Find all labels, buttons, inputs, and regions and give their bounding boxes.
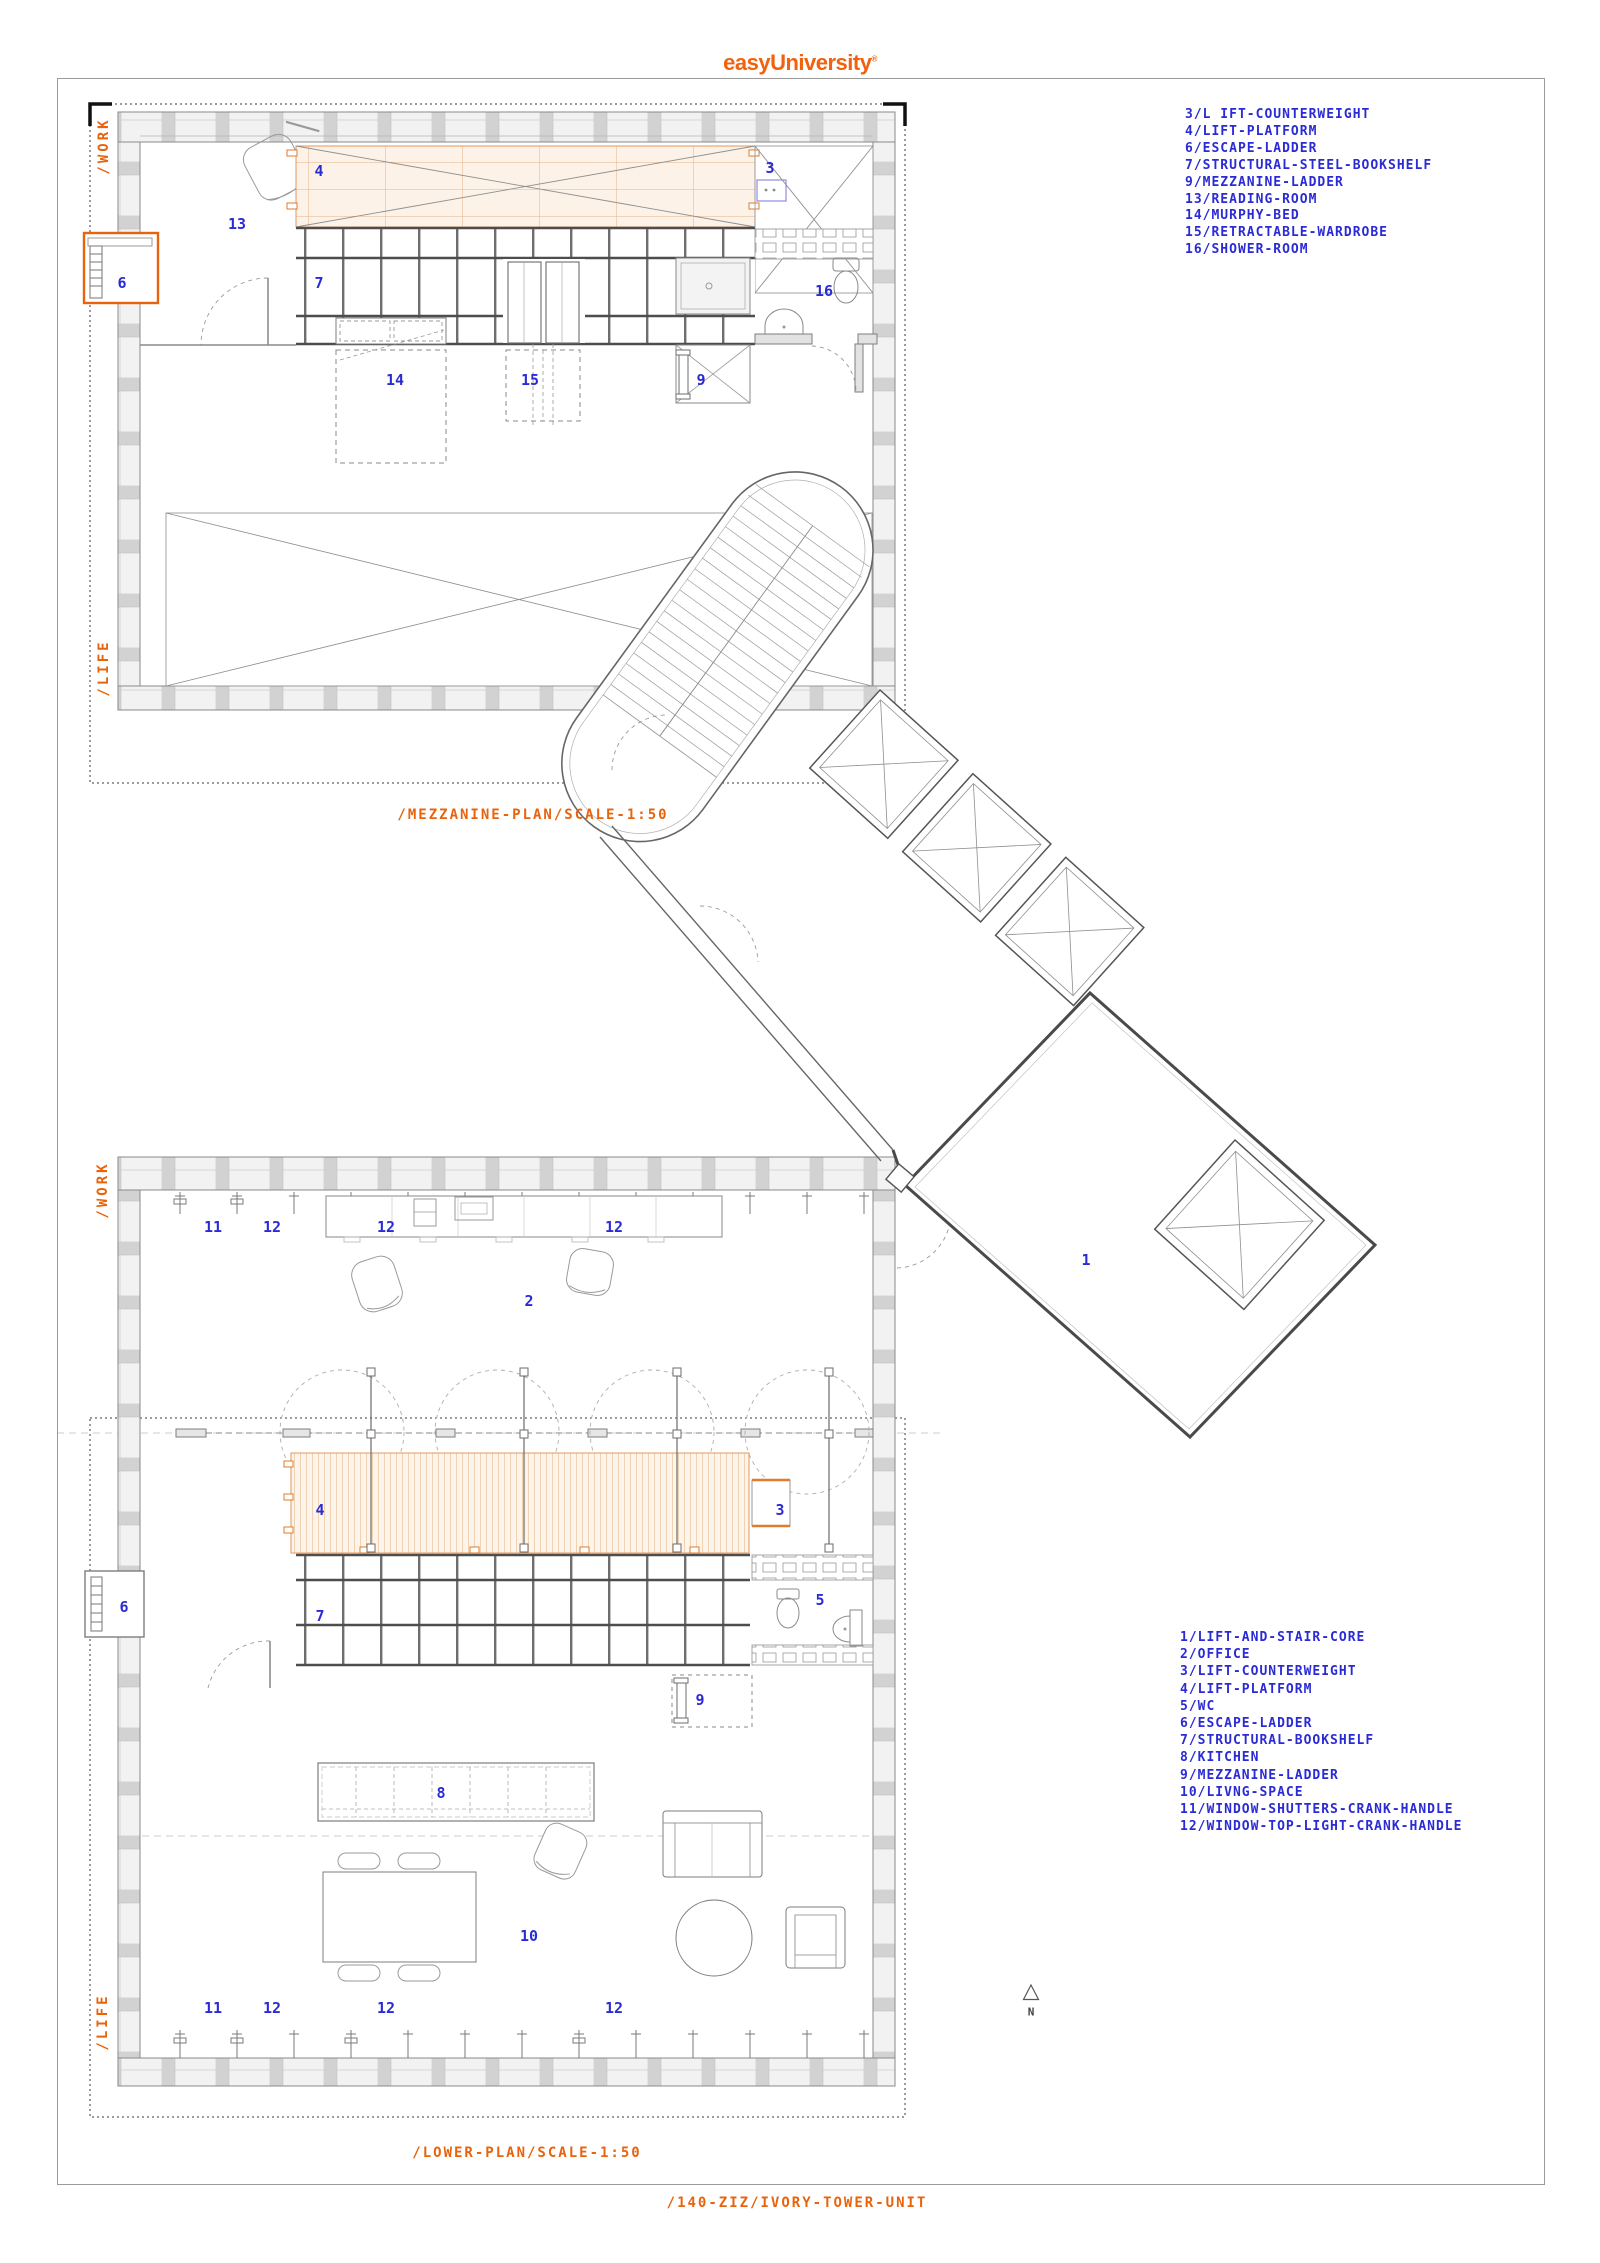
door [140, 278, 296, 345]
plan-number-label: 9 [695, 1691, 705, 1709]
legend-entry: 4/LIFT-PLATFORM [1180, 1681, 1313, 1697]
legend-entry: 9/MEZZANINE-LADDER [1185, 174, 1344, 190]
entry-door-swing [897, 1214, 951, 1268]
legend-entry: 6/ESCAPE-LADDER [1180, 1716, 1313, 1732]
legend-entry: 6/ESCAPE-LADDER [1185, 140, 1318, 156]
plan-number-label: 12 [376, 1218, 396, 1236]
legend-entry: 7/STRUCTURAL-STEEL-BOOKSHELF [1185, 157, 1433, 173]
legend-entry: 10/LIVNG-SPACE [1180, 1784, 1304, 1800]
crank-handles-bottom [174, 2030, 869, 2058]
legend-entry: 3/LIFT-COUNTERWEIGHT [1180, 1664, 1357, 1680]
plan-number-label: 11 [203, 1999, 223, 2017]
legend-entry: 4/LIFT-PLATFORM [1185, 123, 1318, 139]
plan-number-label: 3 [775, 1501, 785, 1519]
plan-number-label: 11 [203, 1218, 223, 1236]
plan-number-label: 9 [696, 371, 706, 389]
plan-number-label: 6 [117, 274, 127, 292]
wall-right [873, 1190, 895, 2058]
legend-entry: 2/OFFICE [1180, 1647, 1251, 1663]
wall-left [118, 142, 140, 686]
plan-number-label: 3 [765, 159, 775, 177]
plan-number-label: 7 [315, 1607, 325, 1625]
lift-counterweight [757, 180, 786, 201]
north-arrow-icon [1024, 1985, 1039, 2000]
sheet-title-caption: /140-ZIZ/IVORY-TOWER-UNIT [666, 2195, 928, 2211]
office-desk [326, 1196, 722, 1242]
kitchen [318, 1763, 594, 1821]
mezzanine-ladder [672, 1675, 752, 1727]
lower-plan-caption: /LOWER-PLAN/SCALE-1:50 [412, 2145, 642, 2161]
plan-number-label: 13 [227, 215, 247, 233]
escape-ladder-highlight [84, 233, 158, 303]
legend-entry: 16/SHOWER-ROOM [1185, 242, 1309, 258]
mezzanine-plan-caption: /MEZZANINE-PLAN/SCALE-1:50 [397, 807, 669, 823]
door [208, 1641, 270, 1688]
wall-top [118, 112, 895, 142]
wall-top [118, 1157, 895, 1190]
plan-number-label: 7 [314, 274, 324, 292]
zone-label: /LIFE [95, 1993, 111, 2051]
plan-number-label: 10 [519, 1927, 539, 1945]
plan-number-label: 14 [385, 371, 405, 389]
lift-counterweight [752, 1480, 790, 1526]
lower-plan-drawing [57, 1157, 951, 2117]
armchair [786, 1907, 845, 1968]
retractable-wardrobe [506, 350, 580, 421]
plan-number-label: 1 [1081, 1251, 1091, 1269]
plan-number-label: 12 [262, 1999, 282, 2017]
structural-bookshelf [296, 1555, 873, 1665]
round-table [676, 1900, 752, 1976]
plan-number-label: 12 [604, 1999, 624, 2017]
legend-entry: 7/STRUCTURAL-BOOKSHELF [1180, 1733, 1375, 1749]
lounge-chair [530, 1819, 591, 1883]
lift-shafts [810, 690, 1144, 1006]
escape-ladder [85, 1571, 144, 1637]
plan-number-label: 12 [262, 1218, 282, 1236]
corner-mark [90, 104, 112, 126]
plan-number-label: 4 [314, 162, 324, 180]
wc [777, 1589, 862, 1646]
plan-number-label: 12 [604, 1218, 624, 1236]
lift-platform-area [284, 1453, 749, 1553]
legend-entry: 1/LIFT-AND-STAIR-CORE [1180, 1630, 1366, 1645]
legend-entry: 8/KITCHEN [1180, 1750, 1260, 1766]
plan-number-label: 15 [520, 371, 540, 389]
plan-number-label: 6 [119, 1598, 129, 1616]
mezzanine-legend [1185, 107, 1432, 259]
legend-entry: 11/WINDOW-SHUTTERS-CRANK-HANDLE [1180, 1802, 1454, 1818]
legend-entry: 5/WC [1180, 1698, 1216, 1714]
brand-logo [723, 50, 877, 76]
door-swing [812, 346, 856, 391]
wall-bottom [118, 2058, 895, 2086]
plan-number-label: 12 [376, 1999, 396, 2017]
lift-platform-area [287, 146, 759, 227]
sofa [663, 1811, 762, 1877]
basin [765, 309, 803, 336]
plan-number-label: 4 [315, 1501, 325, 1519]
core-drawing [531, 441, 1375, 1437]
lower-legend [1180, 1629, 1462, 1835]
zone-label: /LIFE [96, 639, 112, 697]
zone-label: /WORK [95, 1161, 111, 1219]
legend-entry: 12/WINDOW-TOP-LIGHT-CRANK-HANDLE [1180, 1819, 1463, 1835]
zone-label: /WORK [96, 117, 112, 175]
wall-right [873, 142, 895, 686]
legend-entry: 3/L IFT-COUNTERWEIGHT [1185, 107, 1371, 122]
legend-entry: 13/READING-ROOM [1185, 191, 1318, 207]
mezzanine-ladder [676, 345, 750, 403]
brand-logo-text: easyUniversity [723, 50, 872, 75]
legend-entry: 14/MURPHY-BED [1185, 208, 1300, 224]
office-chair [348, 1252, 406, 1315]
lift-doors [503, 259, 585, 425]
legend-entry: 9/MEZZANINE-LADDER [1180, 1767, 1339, 1783]
dining-table [323, 1853, 476, 1981]
office-chair [565, 1247, 616, 1298]
plan-number-label: 8 [436, 1784, 446, 1802]
legend-entry: 15/RETRACTABLE-WARDROBE [1185, 225, 1389, 241]
north-letter: N [1027, 2005, 1035, 2019]
plan-number-label: 5 [815, 1591, 825, 1609]
plan-number-label: 2 [524, 1292, 534, 1310]
plan-number-label: 16 [814, 282, 834, 300]
murphy-bed [336, 318, 446, 463]
registered-mark: ® [871, 54, 877, 64]
